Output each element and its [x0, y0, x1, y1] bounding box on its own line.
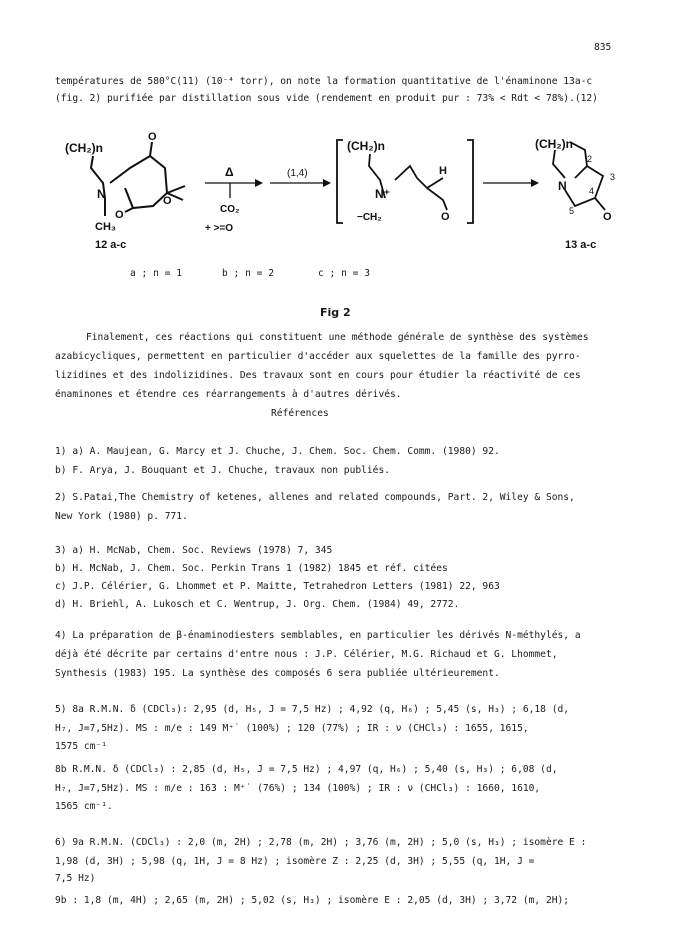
label-13: 13 a-c	[565, 239, 597, 251]
o-atom-12-ring: O	[163, 195, 172, 207]
ref-6-line-4: 9b : 1,8 (m, 4H) ; 2,65 (m, 2H) ; 5,02 (s, H₃) ; isomère E : 2,05 (d, 3H) ; 3,72 (m, 2H);	[55, 895, 570, 906]
body-line-4: énaminones et étendre ces réarrangements à d'autres dérivés.	[55, 389, 402, 400]
intro-line-2: (fig. 2) purifiée par distillation sous vide (rendement en produit pur : 73% < Rdt < 78%).(12)	[55, 93, 598, 104]
arrow-1-bottom: CO₂	[220, 204, 240, 215]
num-4: 4	[589, 186, 595, 196]
ch2minus-label: −CH₂	[357, 212, 382, 223]
arrow-1-head	[255, 179, 263, 187]
ref-6-line-3: 7,5 Hz)	[55, 873, 96, 884]
figure-caption: Fig 2	[320, 306, 351, 319]
ref-3-a: 3) a) H. McNab, Chem. Soc. Reviews (1978) 7, 345	[55, 545, 333, 556]
arrow-3-head	[531, 179, 539, 187]
intro-line-1: températures de 580°C(11) (10⁻⁴ torr), on note la formation quantitative de l'énaminone 13a-c	[55, 76, 593, 87]
ref-3-c: c) J.P. Célérier, G. Lhommet et P. Maitte, Tetrahedron Letters (1981) 22, 963	[55, 581, 500, 592]
ch3-label-12: CH₃	[95, 221, 116, 233]
compound-13	[553, 142, 605, 210]
num-2: 2	[587, 154, 593, 164]
h-atom-int: H	[439, 165, 447, 177]
ref-3-b: b) H. McNab, J. Chem. Soc. Perkin Trans 1 (1982) 1845 et réf. citées	[55, 563, 448, 574]
condition-b: b ; n = 2	[222, 268, 274, 279]
o-atom-12-top: O	[148, 131, 157, 143]
label-12: 12 a-c	[95, 239, 127, 251]
ref-6-line-2: 1,98 (d, 3H) ; 5,98 (q, 1H, J = 8 Hz) ; isomère Z : 2,25 (d, 3H) ; 5,55 (q, 1H, J =	[55, 856, 535, 867]
ch2n-label-12: (CH₂)n	[65, 141, 103, 155]
condition-c: c ; n = 3	[318, 268, 370, 279]
ch2n-label-13: (CH₂)n	[535, 137, 573, 151]
n-atom-13: N	[558, 179, 567, 193]
ref-1-b: b) F. Arya, J. Bouquant et J. Chuche, travaux non publiés.	[55, 465, 391, 476]
references-heading: Références	[271, 408, 329, 419]
ch2n-label-int: (CH₂)n	[347, 139, 385, 153]
num-3: 3	[610, 172, 616, 182]
ref-2-line-1: 2) S.Patai,The Chemistry of ketenes, allenes and related compounds, Part. 2, Wiley & Sons,	[55, 492, 575, 503]
ref-2-line-2: New York (1980) p. 771.	[55, 511, 188, 522]
body-line-2: azabicycliques, permettent en particulier d'accéder aux squelettes de la famille des pyrro-	[55, 351, 581, 362]
page-number: 835	[594, 42, 612, 53]
ref-4-line-3: Synthesis (1983) 195. La synthèse des composés 6 sera publiée ultérieurement.	[55, 668, 500, 679]
ref-5-line-5: H₇, J=7,5Hz). MS : m/e : 163 : M⁺˙ (76%) ; 134 (100%) ; IR : ν (CHCl₃) : 1660, 1610,	[55, 783, 541, 794]
acetone-plus: + >=O	[205, 223, 234, 234]
arrow-2-head	[323, 179, 331, 187]
body-line-3: lizidines et des indolizidines. Des travaux sont en cours pour étudier la réactivité de ces	[55, 370, 581, 381]
ref-4-line-2: déjà été décrite par certains d'entre nous : J.P. Célérier, M.G. Richaud et G. Lhommet,	[55, 649, 558, 660]
n-atom-12: N	[97, 187, 106, 201]
arrow-1	[205, 183, 255, 198]
ref-5-line-3: 1575 cm⁻¹	[55, 741, 107, 752]
ref-3-d: d) H. Briehl, A. Lukosch et C. Wentrup, J. Org. Chem. (1984) 49, 2772.	[55, 599, 460, 610]
ref-4-line-1: 4) La préparation de β-énaminodiesters semblables, en particulier les dérivés N-méthylés, a	[55, 630, 581, 641]
ref-5-line-1: 5) 8a R.M.N. δ (CDCl₃): 2,95 (d, H₅, J = 7,5 Hz) ; 4,92 (q, H₆) ; 5,45 (s, H₃) ; 6,18 (d,	[55, 704, 570, 715]
o-atom-13: O	[603, 211, 612, 223]
ref-1-a: 1) a) A. Maujean, G. Marcy et J. Chuche, J. Chem. Soc. Chem. Comm. (1980) 92.	[55, 446, 500, 457]
condition-a: a ; n = 1	[130, 268, 182, 279]
o-atom-12-bottom: O	[115, 209, 124, 221]
ref-6-line-1: 6) 9a R.M.N. (CDCl₃) : 2,0 (m, 2H) ; 2,78 (m, 2H) ; 3,76 (m, 2H) ; 5,0 (s, H₃) ; isomère E :	[55, 837, 587, 848]
num-5: 5	[569, 206, 575, 216]
ref-5-line-2: H₇, J=7,5Hz). MS : m/e : 149 M⁺˙ (100%) ; 120 (77%) ; IR : ν (CHCl₃) : 1655, 1615,	[55, 723, 529, 734]
arrow-1-top: Δ	[225, 165, 234, 179]
body-line-1: Finalement, ces réactions qui constituent une méthode générale de synthèse des systèmes	[86, 332, 589, 343]
nplus-atom-int: N⁺	[375, 187, 390, 201]
o-atom-int: O	[441, 211, 450, 223]
arrow-2-label: (1,4)	[287, 168, 308, 179]
reaction-scheme-svg	[55, 128, 635, 253]
ref-5-line-4: 8b R.M.N. δ (CDCl₃) : 2,85 (d, H₅, J = 7,5 Hz) ; 4,97 (q, H₆) ; 5,40 (s, H₃) ; 6,08 (d,	[55, 764, 558, 775]
reaction-scheme	[55, 128, 635, 253]
ref-5-line-6: 1565 cm⁻¹.	[55, 801, 113, 812]
